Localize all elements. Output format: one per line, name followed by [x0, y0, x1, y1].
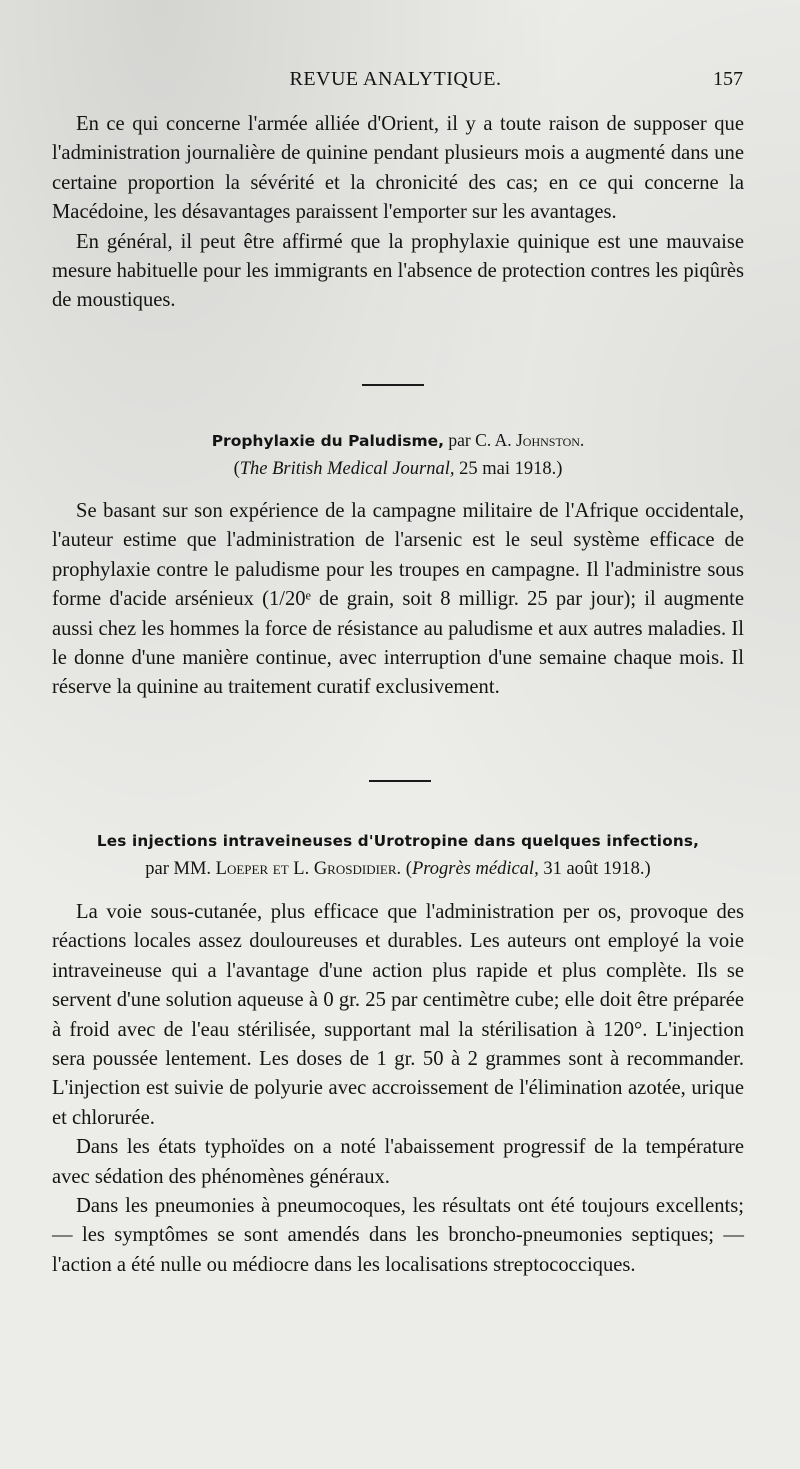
journal-name: Progrès médical,	[411, 859, 539, 879]
running-title: REVUE ANALYTIQUE.	[289, 68, 502, 90]
article-paragraph: Dans les états typhoïdes on a noté l'abaissement progressif de la température avec sédation des phénomènes généraux.	[52, 1136, 744, 1188]
intro-section	[52, 110, 744, 316]
article-paragraph: Se basant sur son expérience de la campagne militaire de l'Afrique occidentale, l'auteur estime que l'administration de l'arsenic est le seul système efficace de prophylaxie contre le paludisme pour les troupes en campagne. Il l'administre sous forme d'acide arsénieux (1/20ᵉ de grain, soit 8 milligr. 25 par jour); il augmente aussi chez les hommes la force de résistance au paludisme et aux autres maladies. Il le donne d'une manière continue, avec interruption d'une semaine chaque mois. Il réserve la quinine au traitement curatif exclusivement.	[52, 500, 744, 699]
article-by: par MM.	[145, 859, 212, 879]
publication-date: 25 mai 1918.)	[459, 459, 563, 479]
page-header	[48, 64, 743, 98]
article-body	[52, 497, 744, 703]
article-title: Prophylaxie du Paludisme,	[211, 432, 445, 450]
section-divider	[369, 780, 431, 782]
article-body	[52, 898, 744, 1280]
intro-paragraph: En général, il peut être affirmé que la prophylaxie quinique est une mauvaise mesure habituelle pour les immigrants en l'absence de protection contres les piqûrès de moustiques.	[52, 230, 744, 312]
source-paren: (	[405, 859, 412, 879]
page-number: 157	[713, 68, 743, 90]
publication-date: 31 août 1918.)	[543, 859, 651, 879]
journal-name: The British Medical Journal,	[239, 459, 455, 479]
source-paren: (	[233, 459, 240, 479]
intro-paragraph: En ce qui concerne l'armée alliée d'Orient, il y a toute raison de supposer que l'administration journalière de quinine pendant plusieurs mois a augmenté dans une certaine proportion la sévérité et la chronicité des cas; en ce qui concerne la Macédoine, les désavantages paraissent l'emporter sur les avantages.	[52, 113, 744, 224]
article-title: Les injections intraveineuses d'Urotropine dans quelques infections,	[96, 832, 700, 850]
article-author: Loeper et L. Grosdidier.	[215, 859, 402, 879]
section-divider	[362, 384, 424, 386]
article-author: C. A. Johnston.	[475, 430, 585, 450]
article-paragraph: La voie sous-cutanée, plus efficace que l'administration per os, provoque des réactions locales assez douloureuses et durables. Les auteurs ont employé la voie intraveineuse qui a l'avantage d'une action plus rapide et plus complète. Ils se servent d'une solution aqueuse à 0 gr. 25 par centimètre cube; elle doit être préparée à froid avec de l'eau stérilisée, supportant mal la stérilisation à 120°. L'injection sera poussée lentement. Les doses de 1 gr. 50 à 2 grammes sont à recommander. L'injection est suivie de polyurie avec accroissement de l'élimination azotée, urique et chlorurée.	[52, 901, 744, 1129]
article-paragraph: Dans les pneumonies à pneumocoques, les résultats ont été toujours excellents; — les symptômes se sont amendés dans les broncho-pneumonies septiques; — l'action a été nulle ou médiocre dans les localisations streptococciques.	[52, 1195, 744, 1276]
article-heading	[52, 426, 744, 483]
article-heading	[52, 826, 744, 883]
article-by: par	[448, 430, 471, 450]
